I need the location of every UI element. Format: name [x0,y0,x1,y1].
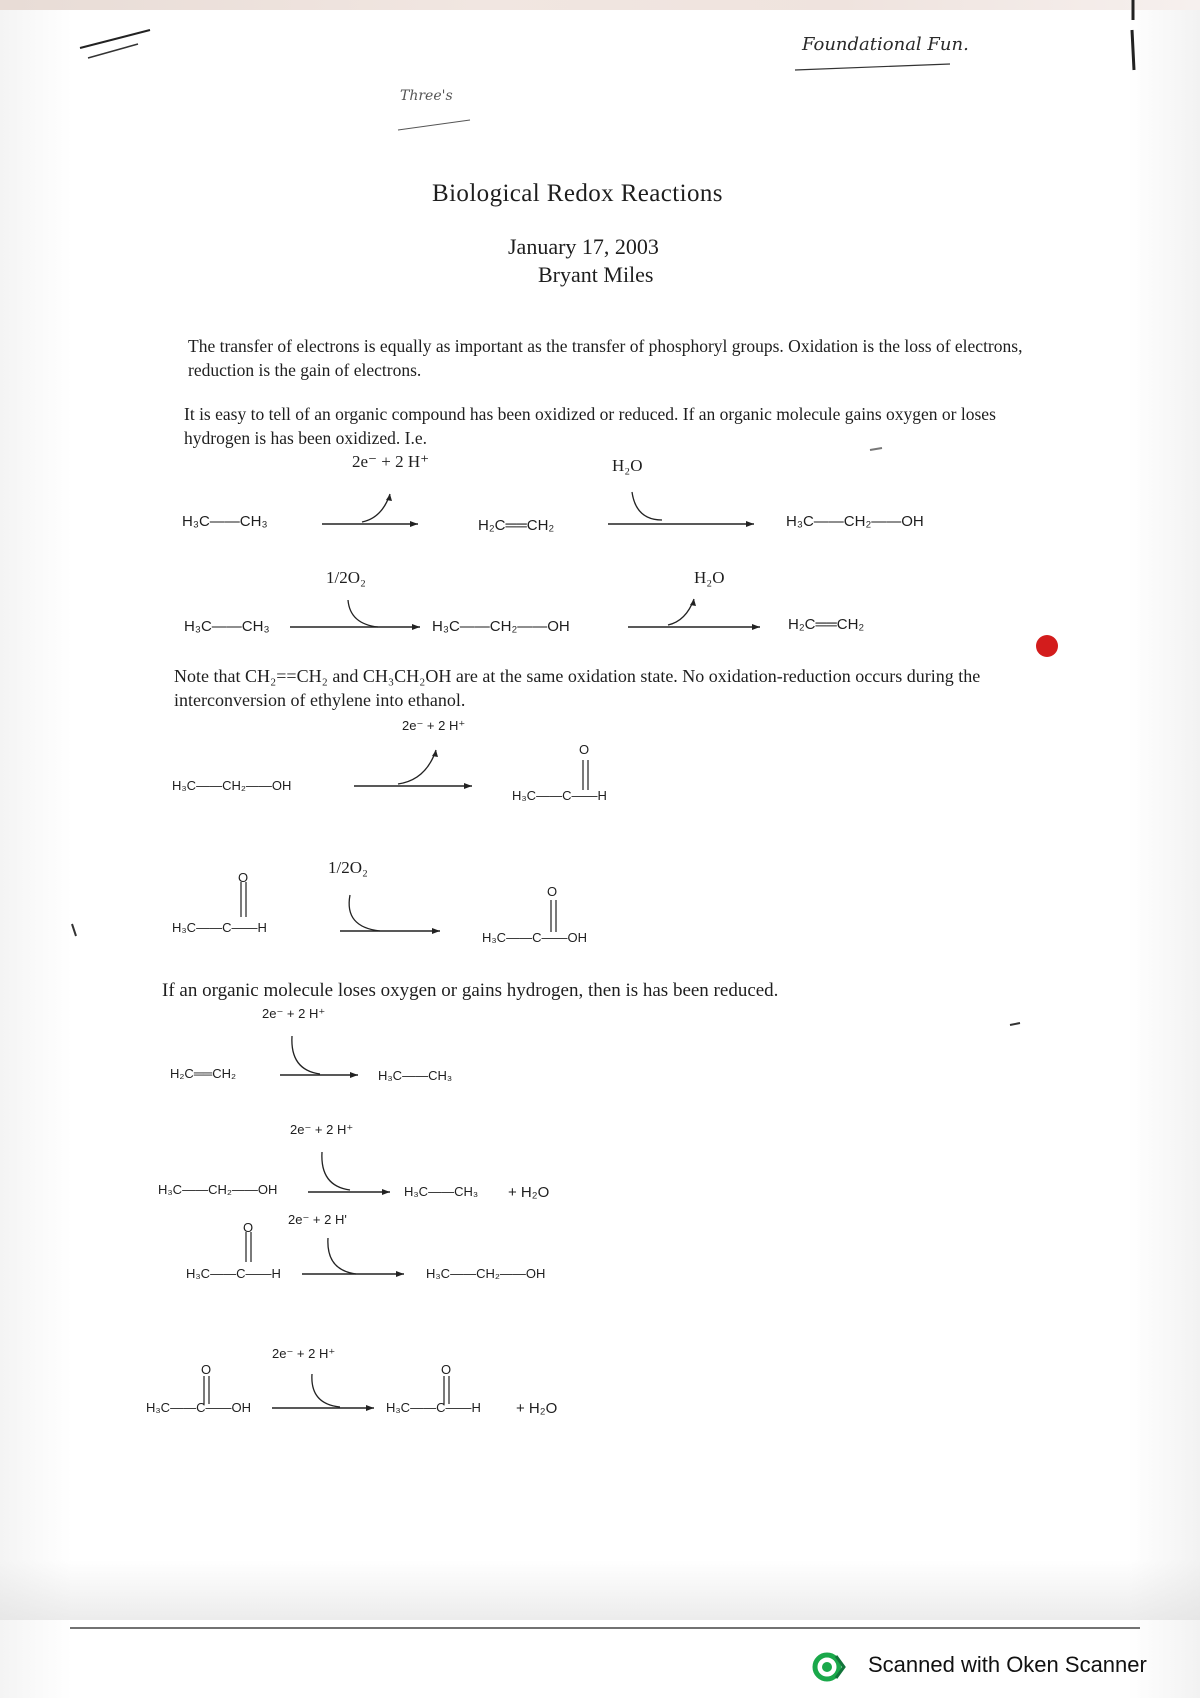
oxygen-atom-3: O [547,884,558,899]
reagent-electrons-3: 2e⁻ + 2 H⁺ [262,1006,326,1021]
oxygen-atom-4: O [243,1220,254,1235]
reagent-electrons-5: 2e⁻ + 2 H' [288,1212,347,1227]
oxygen-atom-1: O [579,742,590,757]
reagent-electrons-4: 2e⁻ + 2 H⁺ [290,1122,354,1137]
oxygen-atom-2: O [238,870,249,885]
oken-scanner-logo-icon [812,1650,846,1684]
reagent-water-2: H₂O [694,568,725,587]
oxidation-paragraph: It is easy to tell of an organic compound has been oxidized or reduced. If an organic molecule gains oxygen or loses hydrogen is has been oxidized. I.e. [184,404,996,448]
product-water-2: + H₂O [516,1400,558,1417]
molecule-acetaldehyde-3: H₃C——C——H [186,1266,281,1281]
molecule-ethylene-3: H₂C══CH₂ [170,1066,237,1081]
reagent-water-1: H₂O [612,456,643,475]
document-author: Bryant Miles [538,262,654,287]
oxygen-atom-6: O [441,1362,452,1377]
molecule-acetic-acid-1: H₃C——C——OH [482,930,587,945]
molecule-ethylene-2: H₂C══CH₂ [788,616,865,633]
note-paragraph: Note that CH₂==CH₂ and CH₃CH₂OH are at the same oxidation state. No oxidation-reduction occurs during the interconversion of ethylene into ethanol. [174,666,981,710]
oxygen-atom-5: O [201,1362,212,1377]
reagent-electrons-2: 2e⁻ + 2 H⁺ [402,718,466,733]
intro-paragraph: The transfer of electrons is equally as important as the transfer of phosphoryl groups. Oxidation is the loss of electrons, reduction is the gain of electrons. [188,336,1023,380]
molecule-acetaldehyde-1: H₃C——C——H [512,788,607,803]
molecule-acetic-acid-2: H₃C——C——OH [146,1400,251,1415]
product-water-1: + H₂O [508,1184,550,1201]
molecule-ethanol-2: H₃C——CH₂——OH [432,618,570,635]
molecule-ethane-1: H₃C——CH₃ [182,513,268,530]
molecule-acetaldehyde-4: H₃C——C——H [386,1400,481,1415]
reagent-electrons-1: 2e⁻ + 2 H⁺ [352,452,430,471]
scan-shadow [0,1560,1200,1620]
molecule-ethanol-4: H₃C——CH₂——OH [158,1182,278,1197]
reagent-oxygen-2: 1/2O₂ [328,858,368,877]
red-dot [1036,635,1058,657]
document-date: January 17, 2003 [508,234,659,259]
reagent-electrons-6: 2e⁻ + 2 H⁺ [272,1346,336,1361]
molecule-ethane-2: H₃C——CH₃ [184,618,270,635]
document-title: Biological Redox Reactions [432,180,723,207]
scanner-watermark: Scanned with Oken Scanner [868,1652,1147,1677]
molecule-ethanol-5: H₃C——CH₂——OH [426,1266,546,1281]
margin-note: Three's [400,88,453,104]
molecule-ethanol-1: H₃C——CH₂——OH [786,513,924,530]
reagent-oxygen-1: 1/2O₂ [326,568,366,587]
molecule-ethylene-1: H₂C══CH₂ [478,517,555,534]
reduction-paragraph: If an organic molecule loses oxygen or gains hydrogen, then is has been reduced. [162,980,779,1001]
molecule-ethanol-3: H₃C——CH₂——OH [172,778,292,793]
molecule-ethane-4: H₃C——CH₃ [404,1184,479,1199]
signature-note: Foundational Fun. [802,34,969,55]
molecule-ethane-3: H₃C——CH₃ [378,1068,453,1083]
molecule-acetaldehyde-2: H₃C——C——H [172,920,267,935]
